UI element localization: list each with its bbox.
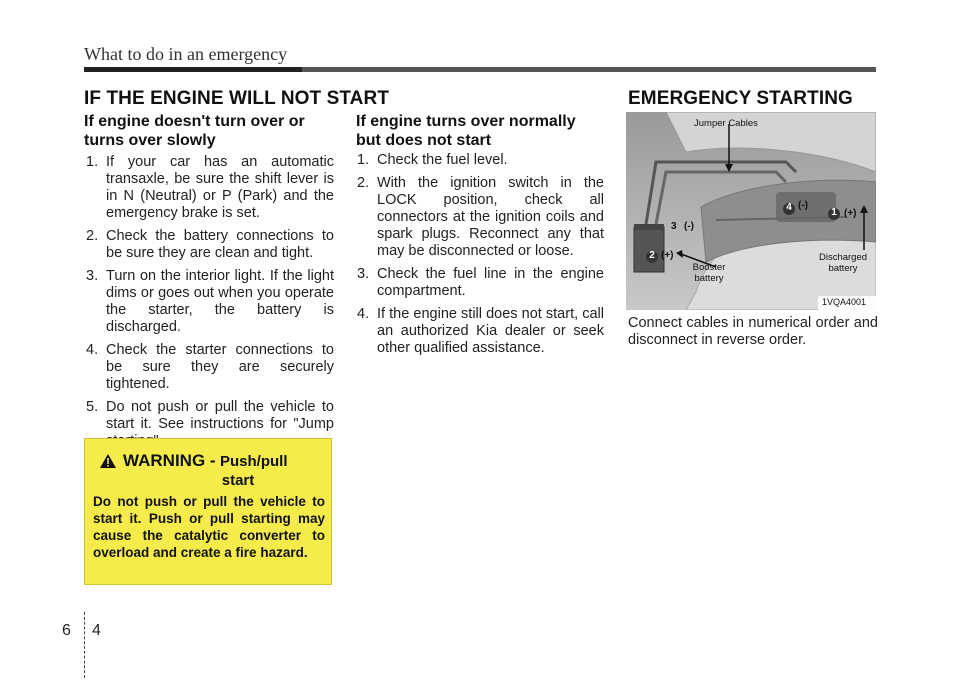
jump-start-illustration bbox=[626, 112, 876, 310]
warning-box bbox=[84, 438, 332, 585]
col2-heading bbox=[356, 112, 606, 150]
list-item-number: 4. bbox=[86, 342, 99, 358]
badge-4-polarity: (-) bbox=[798, 200, 808, 211]
warning-triangle-icon bbox=[99, 453, 117, 474]
booster-label-line1: Booster bbox=[692, 262, 726, 273]
col2-heading-line2: but does not start bbox=[356, 132, 492, 149]
list-item-text: Check the fuel level. bbox=[377, 152, 508, 168]
list-item-text: Do not push or pull the vehicle to start it. See instructions for "Jump bbox=[106, 399, 334, 432]
warning-title-b: start bbox=[221, 472, 255, 489]
jump-start-figure bbox=[626, 112, 876, 310]
col2-heading-line1: If engine turns over normally bbox=[356, 113, 576, 130]
list-item-text: With the ignition switch in the LOCK position, check all connectors at the ignition coils and spark plugs. Reconnect any that may be disconnected or loose. bbox=[377, 175, 604, 259]
section-title-engine-not-start: IF THE ENGINE WILL NOT START bbox=[84, 88, 390, 109]
badge-3-polarity: (-) bbox=[684, 221, 694, 232]
list-item bbox=[357, 266, 604, 300]
list-item-number: 1. bbox=[86, 154, 99, 170]
badge-2-polarity: (+) bbox=[661, 250, 674, 261]
warning-title-a: Push/pull bbox=[220, 453, 288, 470]
list-item-text: If your car has an automatic transaxle, be sure the shift lever is in N (Neutral) or P (Park) and the emergency brake is set. bbox=[106, 154, 334, 221]
discharged-battery-label bbox=[812, 252, 874, 274]
warning-heading bbox=[99, 451, 288, 474]
list-item-text: If the engine still does not start, call an authorized Kia dealer or seek other qualified assistance. bbox=[377, 306, 604, 356]
list-item bbox=[86, 342, 334, 393]
list-item-number: 3. bbox=[86, 268, 99, 284]
list-item-text: Check the fuel line in the engine compartment. bbox=[377, 266, 604, 299]
col2-list bbox=[357, 152, 604, 363]
discharged-label-line1: Discharged bbox=[818, 252, 868, 263]
list-item-number: 2. bbox=[86, 228, 99, 244]
col1-heading-line1: If engine doesn't turn over or bbox=[84, 113, 305, 130]
discharged-label-line2: battery bbox=[828, 263, 858, 274]
list-item bbox=[357, 175, 604, 260]
list-item-text: Turn on the interior light. If the light dims or goes out when you operate the starter, the battery is discharged. bbox=[106, 268, 334, 335]
page-header-title: What to do in an emergency bbox=[84, 44, 288, 64]
list-item-number: 2. bbox=[357, 175, 370, 191]
list-item bbox=[86, 228, 334, 262]
chapter-number: 6 bbox=[62, 622, 71, 639]
list-item-text: Check the starter connections to be sure they are securely tightened. bbox=[106, 342, 334, 392]
booster-label-line2: battery bbox=[694, 273, 724, 284]
jumper-cables-label: Jumper Cables bbox=[694, 118, 758, 129]
warning-label: WARNING - bbox=[123, 451, 216, 470]
col1-list bbox=[86, 154, 334, 456]
list-item-number: 4. bbox=[357, 306, 370, 322]
col1-heading bbox=[84, 112, 334, 150]
list-item bbox=[357, 152, 604, 169]
list-item-number: 3. bbox=[357, 266, 370, 282]
warning-body: Do not push or pull the vehicle to start it. Push or pull starting may cause the catalytic converter to overload and create a fire hazard. bbox=[93, 494, 325, 560]
badge-3: 3 bbox=[671, 221, 677, 232]
header-rule bbox=[84, 67, 876, 72]
list-item-text: Check the battery connections to be sure they are clean and tight. bbox=[106, 228, 334, 261]
badge-4: 4 bbox=[786, 202, 792, 213]
badge-2: 2 bbox=[649, 250, 655, 261]
list-item-number: 5. bbox=[86, 399, 99, 415]
section-title-emergency-starting: EMERGENCY STARTING bbox=[628, 88, 853, 109]
list-item bbox=[86, 268, 334, 336]
badge-1-polarity: (+) bbox=[844, 208, 857, 219]
figure-code: 1VQA4001 bbox=[822, 297, 867, 307]
col1-heading-line2: turns over slowly bbox=[84, 132, 216, 149]
list-item-number: 1. bbox=[357, 152, 370, 168]
booster-battery-label bbox=[684, 262, 734, 284]
figure-caption: Connect cables in numerical order and disconnect in reverse order. bbox=[628, 315, 878, 348]
list-item bbox=[86, 154, 334, 222]
footer-divider bbox=[84, 612, 86, 678]
page-number: 4 bbox=[92, 622, 101, 639]
badge-1: 1 bbox=[831, 207, 837, 218]
list-item bbox=[357, 306, 604, 357]
